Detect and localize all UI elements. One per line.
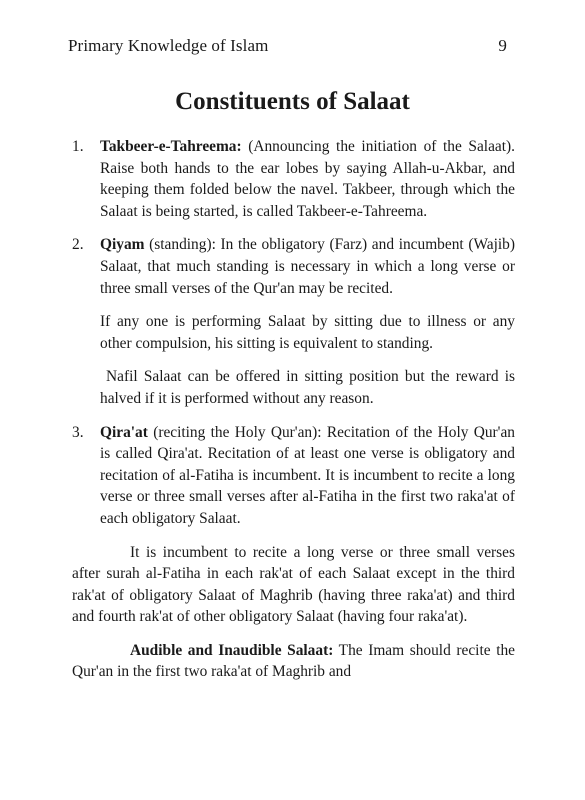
book-title: Primary Knowledge of Islam — [68, 36, 269, 55]
paragraph-term: Audible and Inaudible Salaat: — [130, 641, 334, 659]
page-number: 9 — [498, 36, 507, 55]
paragraph-text: The Imam should recite the Qur'an in the first two raka'at of Maghrib and — [72, 641, 515, 681]
item-text: In the obligatory (Farz) and incumbent (Wajib) Salaat, that much standing is necessary in which a long verse or three small verses of the Qur'an may be recited. — [100, 236, 515, 297]
item-number: 1. — [72, 138, 84, 155]
item-text: (Announcing the initiation of the Salaat). Raise both hands to the ear lobes by saying Allah-u-Akbar, and keeping them folded below the navel. Takbeer, through which the Salaat is being started, is called Takbeer-e-Tahreema. — [100, 138, 515, 220]
item-number: 3. — [72, 423, 84, 441]
paragraph-audible — [72, 640, 515, 683]
item-term: Takbeer-e-Tahreema: — [100, 138, 242, 155]
paragraph: It is incumbent to recite a long verse or three small verses after surah al-Fatiha in each rak'at of each Salaat except in the third rak'at of obligatory Salaat of Maghrib (having three raka'at) and third and fourth rak'at of other obligatory Salaat (having four raka'at). — [72, 543, 515, 626]
item-term: Qiyam — [100, 236, 145, 254]
list-item-1 — [72, 136, 515, 222]
item-term: Qira'at — [100, 423, 148, 441]
page-title: Constituents of Salaat — [175, 88, 410, 115]
running-header — [68, 36, 507, 56]
paragraph: Nafil Salaat can be offered in sitting position but the reward is halved if it is performed without any reason. — [100, 368, 515, 407]
item-text: Recitation of the Holy Qur'an is called Qira'at. Recitation of at least one verse is obligatory and recitation of al-Fatiha is incumbent. It is incumbent to recite a long verse or three small verses after al-Fatiha in the first two raka'at of each obligatory Salaat. — [100, 423, 515, 527]
list-item-3 — [72, 422, 515, 530]
page-body — [72, 136, 515, 695]
item-term-suffix: (reciting the Holy Qur'an): — [147, 423, 322, 441]
paragraph: If any one is performing Salaat by sitting due to illness or any other compulsion, his sitting is equivalent to standing. — [100, 313, 515, 352]
list-item-2 — [72, 234, 515, 299]
item-term-suffix: (standing): — [144, 236, 216, 254]
item-number: 2. — [72, 236, 84, 254]
